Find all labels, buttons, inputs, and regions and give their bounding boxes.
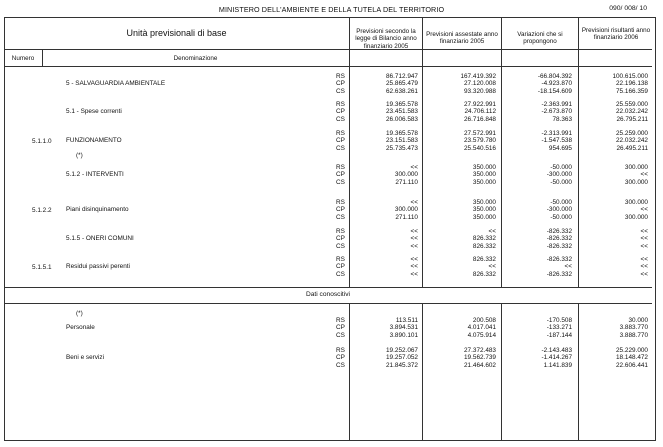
cell-value: 3.894.531 (389, 324, 418, 332)
cell-value: 350.000 (472, 206, 496, 214)
col2-divider-lower (422, 303, 423, 441)
row-label: Beni e servizi (66, 354, 105, 361)
row-code: RS (336, 228, 345, 235)
section-divider-bottom (4, 303, 652, 304)
cell-value: 200.508 (472, 317, 496, 324)
cell-value: 23.151.583 (386, 137, 418, 145)
cell-value: 22.606.441 (616, 361, 648, 369)
cell-value: 25.259.000 (616, 130, 648, 137)
cell-value: 22.032.242 (616, 137, 648, 145)
row-code: CS (336, 361, 345, 369)
row-code: RS (336, 347, 345, 354)
cell-value: 23.579.780 (464, 137, 496, 145)
cell-value: 300.000 (624, 199, 648, 206)
cell-value: 19.562.739 (464, 354, 496, 362)
cell-value: 19.365.578 (386, 130, 418, 137)
cell-value: 167.419.392 (460, 73, 496, 80)
cell-value: -2.313.991 (541, 130, 572, 137)
cell-value: 300.000 (624, 178, 648, 186)
cell-value: -826.332 (546, 256, 572, 263)
row-code: CP (336, 137, 345, 145)
row-label: 5.1 - Spese correnti (66, 108, 122, 115)
unita-heading: Unità previsionali di base (126, 28, 227, 38)
cell-value: << (640, 228, 648, 235)
cell-value: -826.332 (546, 242, 572, 250)
cell-value: 3.890.101 (389, 331, 418, 339)
cell-value: 826.332 (472, 256, 496, 263)
row-label: (*) (76, 152, 83, 159)
cell-value: << (640, 242, 648, 250)
cell-value: -4.923.870 (541, 80, 572, 88)
cell-value: -50.000 (550, 178, 572, 186)
cell-value: 954.695 (548, 144, 572, 152)
cell-value: 826.332 (472, 270, 496, 278)
row-code: RS (336, 73, 345, 80)
row-number: 5.1.1.0 (32, 138, 52, 145)
cell-value: << (410, 256, 418, 263)
cell-value: << (410, 199, 418, 206)
row-code: RS (336, 101, 345, 108)
col-variazioni-heading: Variazioni che si propongono (517, 31, 563, 46)
cell-value: 22.196.138 (616, 80, 648, 88)
cell-value: 21.464.602 (464, 361, 496, 369)
cell-value: -2.673.870 (541, 108, 572, 116)
row-code: RS (336, 130, 345, 137)
row-code: CP (336, 80, 345, 88)
cell-value: 300.000 (394, 206, 418, 214)
row-number: 5.1.2.2 (32, 207, 52, 214)
section-divider-top (4, 287, 652, 288)
cell-value: -1.547.538 (541, 137, 572, 145)
cell-value: 24.706.112 (464, 108, 496, 116)
cell-value: << (488, 263, 496, 271)
cell-value: 27.372.483 (464, 347, 496, 354)
col2-divider (422, 17, 423, 287)
cell-value: 300.000 (394, 171, 418, 179)
cell-value: << (640, 235, 648, 243)
cell-value: 23.451.583 (386, 108, 418, 116)
page-code: 090/ 008/ 10 (609, 5, 647, 12)
cell-value: 350.000 (472, 164, 496, 171)
cell-value: 26.716.848 (464, 115, 496, 123)
row-label: Personale (66, 324, 95, 331)
cell-value: 100.615.000 (612, 73, 648, 80)
cell-value: 300.000 (624, 164, 648, 171)
row-code: CP (336, 108, 345, 116)
row-code: RS (336, 164, 345, 171)
row-code: CS (336, 331, 345, 339)
cell-value: 1.141.839 (543, 361, 572, 369)
cell-value: -300.000 (546, 206, 572, 214)
cell-value: 25.559.000 (616, 101, 648, 108)
row-label: 5.1.5 - ONERI COMUNI (66, 235, 134, 242)
cell-value: 3.888.770 (619, 331, 648, 339)
cell-value: 19.252.067 (386, 347, 418, 354)
cell-value: 113.511 (395, 317, 418, 324)
cell-value: -2.363.991 (541, 101, 572, 108)
cell-value: 25.540.516 (464, 144, 496, 152)
row-label: 5 - SALVAGUARDIA AMBIENTALE (66, 80, 166, 87)
row-code: CP (336, 206, 345, 214)
cell-value: -1.414.267 (541, 354, 572, 362)
header-bottom-line (4, 66, 652, 67)
row-code: CS (336, 242, 345, 250)
row-label: FUNZIONAMENTO (66, 137, 122, 144)
cell-value: 86.712.947 (386, 73, 418, 80)
row-code: RS (336, 256, 345, 263)
cell-value: 350.000 (472, 199, 496, 206)
cell-value: << (640, 263, 648, 271)
row-code: CP (336, 354, 345, 362)
cell-value: 19.257.052 (386, 354, 418, 362)
col-risultanti-heading: Previsioni risultanti anno finanziario 2006 (581, 27, 651, 42)
cell-value: 26.006.583 (386, 115, 418, 123)
numero-heading: Numero (11, 55, 35, 62)
cell-value: -826.332 (546, 270, 572, 278)
cell-value: 27.120.008 (464, 80, 496, 88)
cell-value: 26.795.211 (616, 115, 648, 123)
cell-value: 25.865.479 (386, 80, 418, 88)
cell-value: 350.000 (472, 213, 496, 221)
cell-value: 4.017.041 (467, 324, 496, 332)
cell-value: 350.000 (472, 178, 496, 186)
cell-value: -826.332 (546, 235, 572, 243)
cell-value: 18.148.472 (616, 354, 648, 362)
cell-value: -50.000 (550, 164, 572, 171)
cell-value: 27.572.991 (464, 130, 496, 137)
row-code: CS (336, 144, 345, 152)
cell-value: 350.000 (472, 171, 496, 179)
cell-value: -187.144 (546, 331, 572, 339)
row-number: 5.1.5.1 (32, 264, 52, 271)
header-divider (4, 49, 652, 50)
row-code: CP (336, 324, 345, 332)
row-label: Residui passivi perenti (66, 263, 130, 270)
cell-value: -170.508 (546, 317, 572, 324)
cell-value: << (410, 242, 418, 250)
cell-value: 826.332 (472, 235, 496, 243)
row-code: CP (336, 235, 345, 243)
cell-value: -826.332 (546, 228, 572, 235)
dati-conoscitivi-title: Dati conoscitivi (306, 291, 350, 298)
cell-value: 271.110 (395, 213, 418, 221)
col-legge-bilancio-heading: Previsioni secondo la legge di Bilancio anno finanziario 2005 (355, 28, 417, 50)
cell-value: 3.883.770 (619, 324, 648, 332)
cell-value: 30.000 (628, 317, 648, 324)
cell-value: 22.032.242 (616, 108, 648, 116)
cell-value: << (410, 164, 418, 171)
ministry-title: MINISTERO DELL'AMBIENTE E DELLA TUTELA DEL TERRITORIO (218, 5, 445, 14)
col-assestate-heading: Previsioni assestate anno finanziario 2005 (426, 31, 498, 46)
dati-star-note: (*) (76, 310, 83, 317)
cell-value: 300.000 (624, 213, 648, 221)
cell-value: << (640, 171, 648, 179)
row-code: CS (336, 270, 345, 278)
row-code: RS (336, 199, 345, 206)
cell-value: 27.922.991 (464, 101, 496, 108)
cell-value: -133.271 (546, 324, 572, 332)
row-code: CS (336, 213, 345, 221)
cell-value: 62.638.261 (386, 87, 418, 95)
cell-value: 26.495.211 (616, 144, 648, 152)
row-label: 5.1.2 - INTERVENTI (66, 171, 124, 178)
cell-value: -18.154.609 (537, 87, 572, 95)
cell-value: << (640, 206, 648, 214)
cell-value: -300.000 (546, 171, 572, 179)
cell-value: -50.000 (550, 199, 572, 206)
cell-value: 826.332 (472, 242, 496, 250)
cell-value: << (640, 270, 648, 278)
cell-value: << (410, 235, 418, 243)
cell-value: 4.075.914 (467, 331, 496, 339)
cell-value: << (488, 228, 496, 235)
cell-value: -2.143.483 (541, 347, 572, 354)
row-code: CP (336, 171, 345, 179)
cell-value: << (640, 256, 648, 263)
cell-value: 93.320.988 (464, 87, 496, 95)
cell-value: -66.804.392 (537, 73, 572, 80)
cell-value: 75.166.359 (616, 87, 648, 95)
row-code: CS (336, 178, 345, 186)
cell-value: 78.363 (552, 115, 572, 123)
cell-value: << (564, 263, 572, 271)
cell-value: << (410, 228, 418, 235)
cell-value: -50.000 (550, 213, 572, 221)
row-code: CS (336, 87, 345, 95)
row-code: CP (336, 263, 345, 271)
cell-value: 19.365.578 (386, 101, 418, 108)
cell-value: 271.110 (395, 178, 418, 186)
row-label: Piani disinquinamento (66, 206, 129, 213)
cell-value: 21.845.372 (386, 361, 418, 369)
denominazione-heading: Denominazione (173, 55, 218, 62)
row-code: RS (336, 317, 345, 324)
cell-value: 25.735.473 (386, 144, 418, 152)
cell-value: << (410, 270, 418, 278)
row-code: CS (336, 115, 345, 123)
cell-value: 25.229.000 (616, 347, 648, 354)
cell-value: << (410, 263, 418, 271)
